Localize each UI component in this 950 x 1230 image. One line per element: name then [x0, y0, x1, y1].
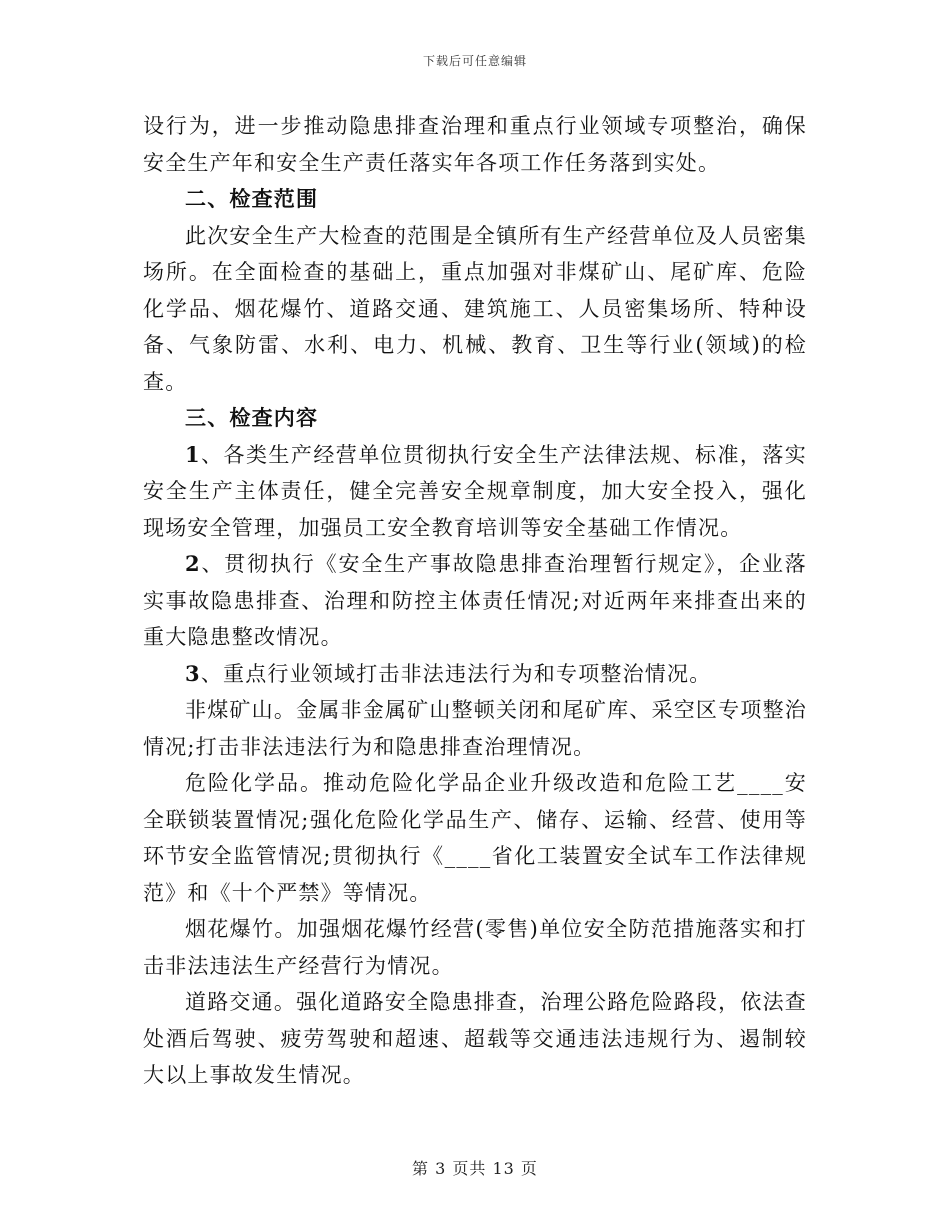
paragraph-item-3 [143, 656, 807, 693]
item-text: 、重点行业领域打击非法违法行为和专项整治情况。 [200, 661, 712, 686]
item-text: 、各类生产经营单位贯彻执行安全生产法律法规、标准，落实安全生产主体责任，健全完善安全规章制度，加大安全投入，强化现场安全管理，加强员工安全教育培训等安全基础工作情况。 [143, 442, 807, 540]
page-number-footer: 第 3 页共 13 页 [412, 1159, 538, 1178]
paragraph-scope: 此次安全生产大检查的范围是全镇所有生产经营单位及人员密集场所。在全面检查的基础上，重点加强对非煤矿山、尾矿库、危险化学品、烟花爆竹、道路交通、建筑施工、人员密集场所、特种设备、气象防雷、水利、电力、机械、教育、卫生等行业(领域)的检查。 [143, 223, 807, 394]
item-number: 2 [185, 551, 201, 576]
item-number: 1 [185, 441, 201, 467]
paragraph-non-coal-mines: 非煤矿山。金属非金属矿山整顿关闭和尾矿库、采空区专项整治情况;打击非法违法行为和隐患排查治理情况。 [143, 698, 807, 759]
page-header-note: 下载后可任意编辑 [422, 54, 527, 68]
document-body [143, 108, 807, 1094]
paragraph-item-1 [143, 437, 807, 547]
paragraph-road-traffic: 道路交通。强化道路安全隐患排查，治理公路危险路段，依法查处酒后驾驶、疲劳驾驶和超速、超载等交通违法违规行为、遏制较大以上事故发生情况。 [143, 990, 807, 1087]
paragraph-item-2 [143, 546, 807, 656]
paragraph-continuation: 设行为，进一步推动隐患排查治理和重点行业领域专项整治，确保安全生产年和安全生产责任落实年各项工作任务落到实处。 [143, 114, 807, 175]
paragraph-hazardous-chemicals: 危险化学品。推动危险化学品企业升级改造和危险工艺____安全联锁装置情况;强化危险化学品生产、储存、运输、经营、使用等环节安全监管情况;贯彻执行《____省化工装置安全试车工作法律规范》和《十个严禁》等情况。 [143, 771, 807, 905]
section-heading-scope: 二、检查范围 [185, 186, 319, 211]
section-heading-content: 三、检查内容 [185, 405, 319, 430]
paragraph-fireworks: 烟花爆竹。加强烟花爆竹经营(零售)单位安全防范措施落实和打击非法违法生产经营行为情况。 [143, 917, 807, 978]
item-number: 3 [185, 660, 201, 686]
item-text: 、贯彻执行《安全生产事故隐患排查治理暂行规定》，企业落实事故隐患排查、治理和防控主体责任情况;对近两年来排查出来的重大隐患整改情况。 [143, 552, 807, 649]
